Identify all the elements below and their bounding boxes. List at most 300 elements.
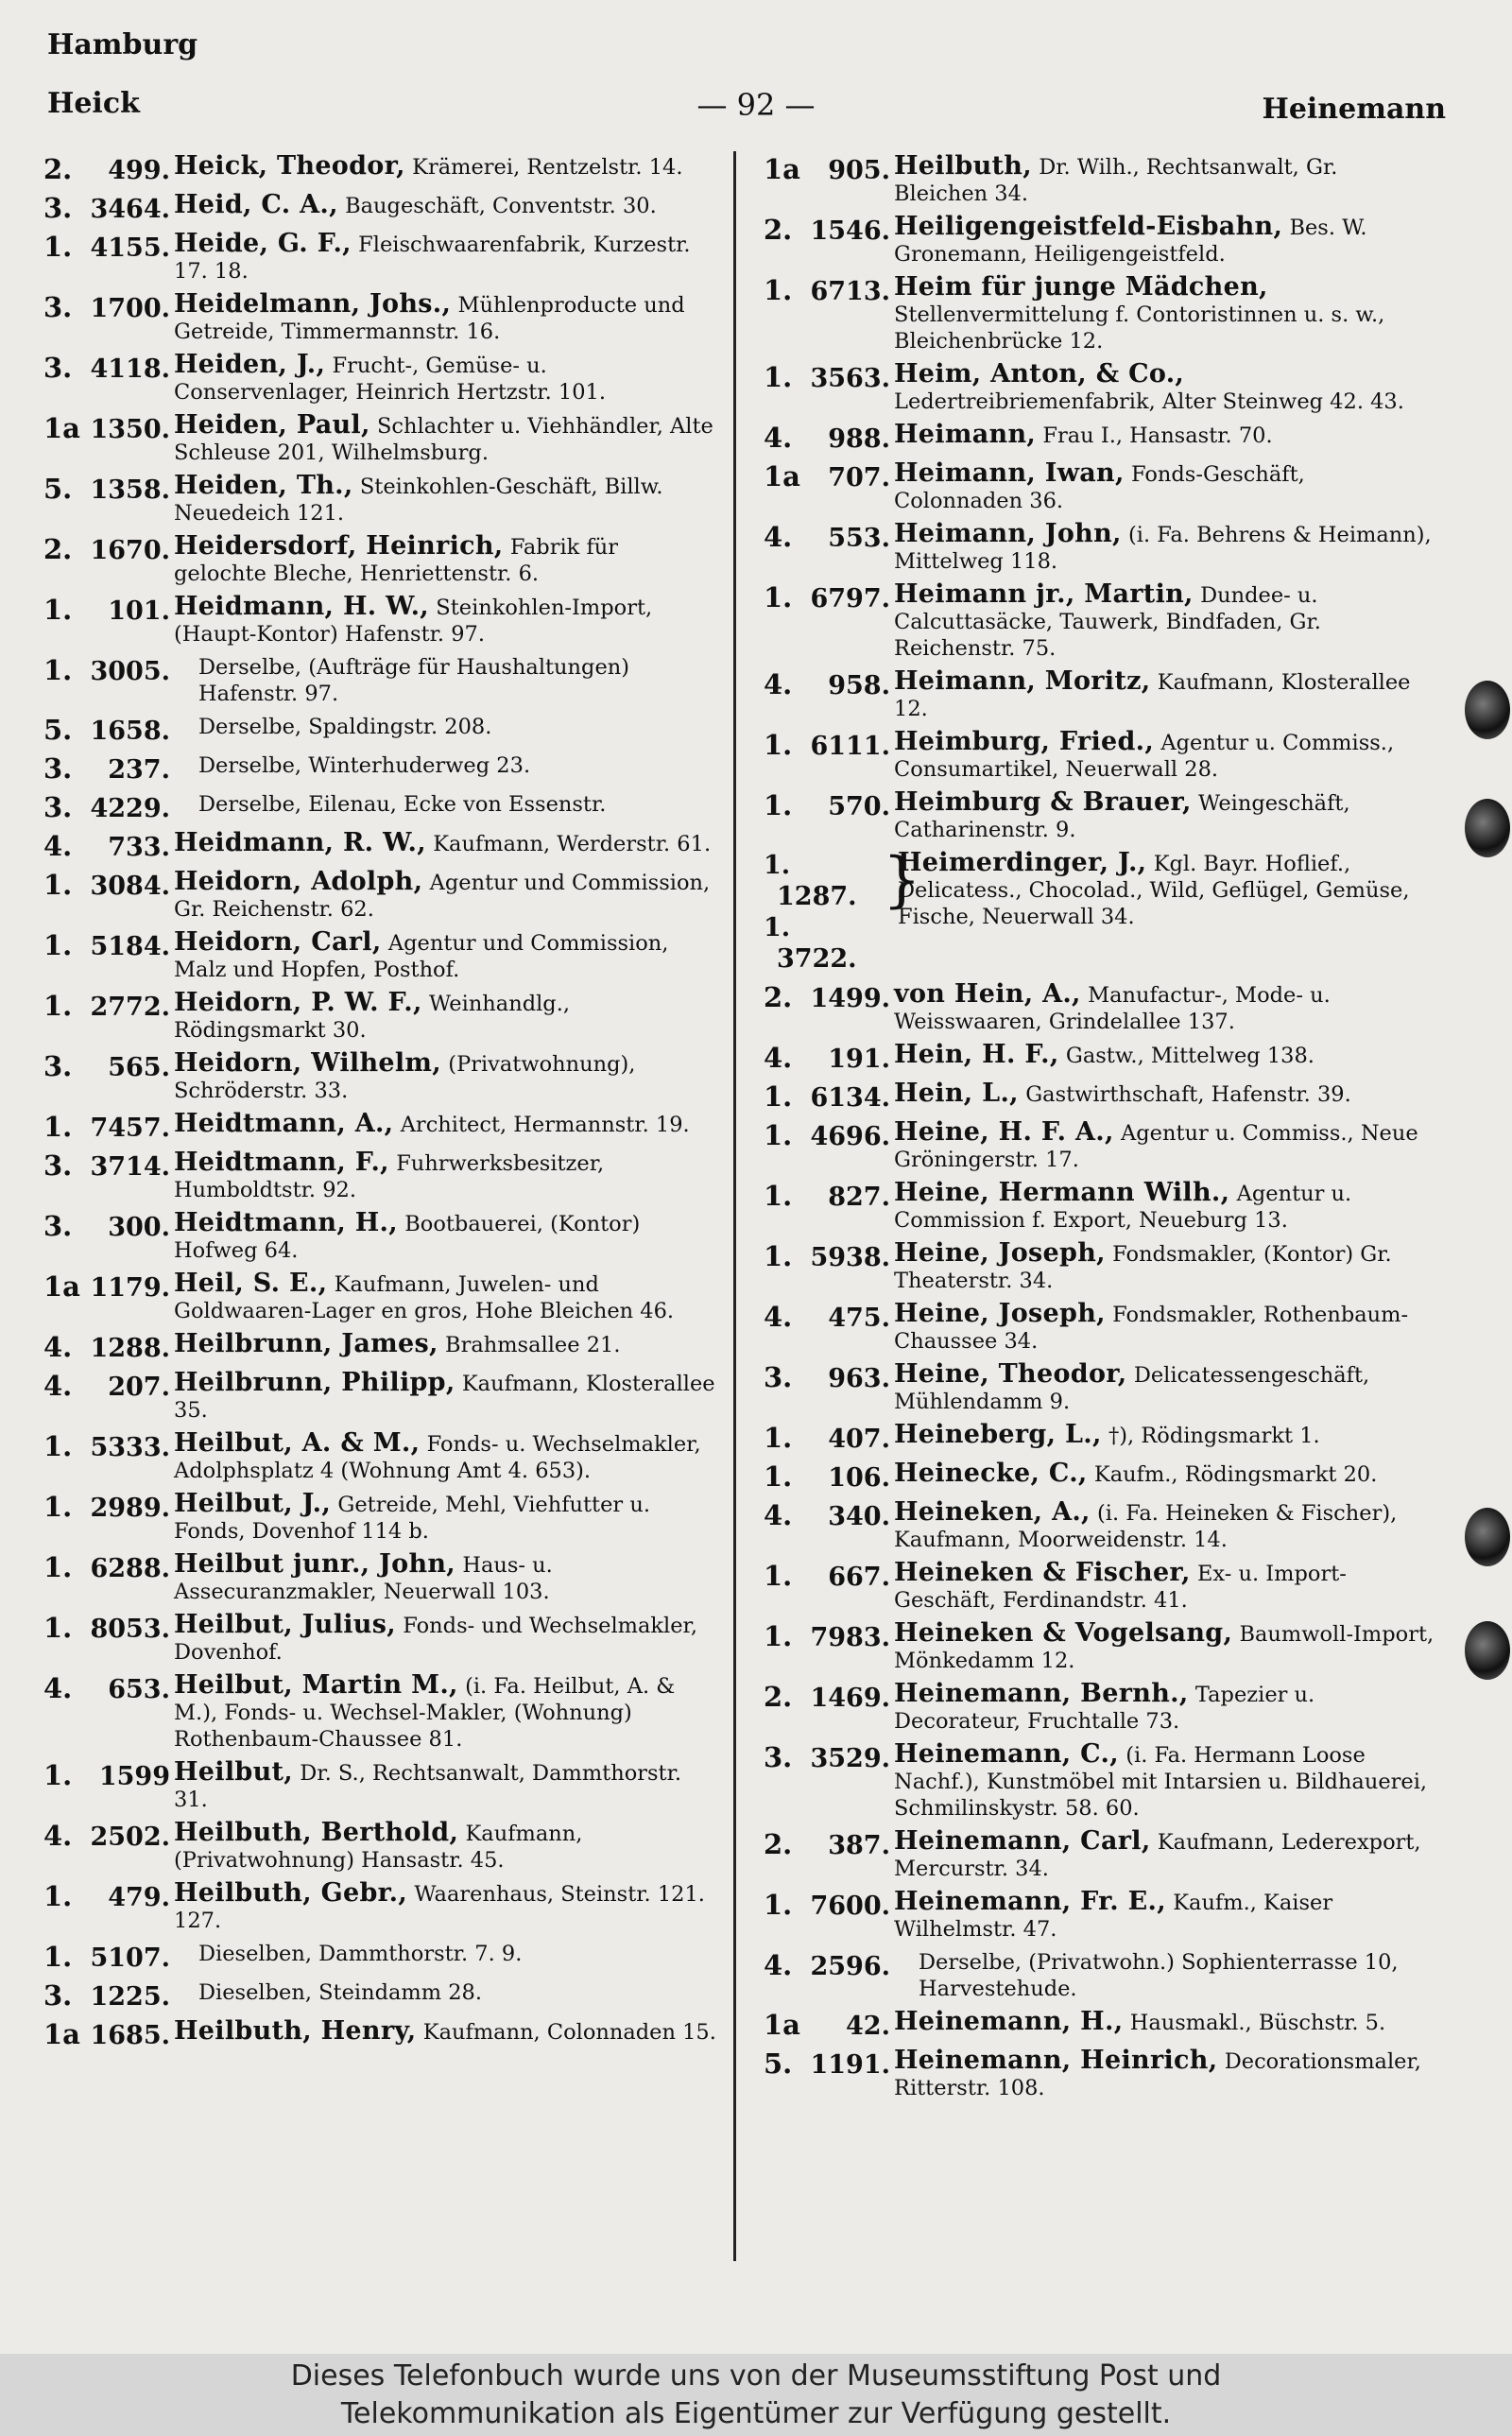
directory-entry [764, 789, 1444, 843]
directory-entry [764, 1422, 1444, 1454]
phone-number: 553. [828, 524, 890, 553]
entry-text [174, 533, 716, 587]
directory-entry [764, 153, 1444, 207]
entry-text [174, 714, 716, 740]
entry-text [174, 1979, 716, 2006]
entry-text [894, 1422, 1436, 1449]
entry-text [174, 1941, 716, 1967]
entry-number [764, 1560, 894, 1592]
phone-number: 191. [828, 1045, 890, 1074]
phone-number: 5184. [90, 932, 170, 961]
exchange-code: 1. [764, 361, 793, 393]
entry-text [894, 153, 1436, 207]
entry-text [894, 521, 1436, 575]
directory-entry [764, 845, 1444, 975]
subscriber-name: Heinemann, Bernh., [894, 1679, 1189, 1708]
subscriber-name: Heidtmann, H., [174, 1208, 398, 1237]
entry-text [174, 929, 716, 983]
subscriber-details: Agentur u. Commiss., Neue Gröningerstr. 17. [894, 1121, 1418, 1172]
directory-entry [764, 1301, 1444, 1355]
directory-entry [764, 460, 1444, 514]
entry-number [43, 1979, 174, 2012]
entry-text [894, 460, 1436, 514]
subscriber-details: Fuhrwerksbesitzer, Humboldtstr. 92. [174, 1151, 605, 1202]
exchange-code: 5. [764, 2047, 793, 2080]
subscriber-name: Heinemann, C., [894, 1739, 1119, 1769]
subscriber-name: Heilbuth, [894, 151, 1032, 181]
exchange-code: 4. [764, 1042, 793, 1074]
entry-text [174, 1370, 716, 1424]
subscriber-name: Heilbuth, Gebr., [174, 1878, 408, 1908]
entry-text [894, 1620, 1436, 1674]
header-right-guide-word: Heinemann [1262, 93, 1446, 126]
directory-entry [43, 291, 724, 345]
exchange-code: 3. [43, 1210, 73, 1242]
entry-number [43, 412, 174, 444]
directory-entry [43, 1111, 724, 1143]
phone-number: 963. [828, 1364, 890, 1393]
exchange-code: 1. [43, 231, 73, 263]
subscriber-name: Heimann, John, [894, 519, 1122, 548]
subscriber-details: Bootbauerei, (Kontor) Hofweg 64. [174, 1212, 641, 1263]
exchange-code: 1. [764, 1080, 793, 1113]
entry-number [43, 869, 174, 901]
entry-number [764, 1620, 894, 1652]
phone-number: 475. [828, 1304, 890, 1333]
directory-entry [764, 1042, 1444, 1074]
subscriber-details: Kaufmann, Lederexport, Mercurstr. 34. [894, 1830, 1421, 1881]
subscriber-details: Derselbe, (Privatwohn.) Sophienterrasse 10, Harvestehude. [919, 1950, 1399, 2001]
phone-number: 4696. [810, 1122, 890, 1151]
subscriber-name: Heim für junge Mädchen, [894, 272, 1268, 302]
phone-number: 3464. [90, 195, 170, 224]
entry-text [174, 752, 716, 779]
subscriber-name: Heineken, A., [894, 1497, 1091, 1527]
entry-number [764, 1042, 894, 1074]
phone-number: 653. [108, 1675, 170, 1704]
entry-text [894, 581, 1436, 662]
subscriber-name: Heimann, Iwan, [894, 458, 1125, 488]
entry-number [764, 422, 894, 454]
exchange-code: 4. [43, 1672, 73, 1704]
exchange-code: 3. [43, 1050, 73, 1082]
subscriber-details: Agentur u. Commission f. Export, Neueburg 13. [894, 1182, 1352, 1233]
phone-number: 1179. [90, 1273, 170, 1303]
subscriber-details: Architect, Hermannstr. 19. [400, 1113, 690, 1137]
phone-number: 3084. [90, 872, 170, 901]
directory-entry [43, 1491, 724, 1545]
subscriber-name: Heimann jr., Martin, [894, 579, 1194, 609]
subscriber-details: Dieselben, Dammthorstr. 7. 9. [198, 1942, 523, 1966]
subscriber-name: Heidorn, P. W. F., [174, 988, 422, 1017]
subscriber-name: Heick, Theodor, [174, 151, 405, 181]
entry-text [174, 231, 716, 285]
entry-text [894, 1080, 1436, 1108]
exchange-code: 5. [43, 473, 73, 505]
subscriber-name: Heidelmann, Johs., [174, 289, 452, 319]
subscriber-details: Fleischwaarenfabrik, Kurzestr. 17. 18. [174, 233, 691, 284]
directory-entry [43, 1050, 724, 1104]
subscriber-name: Heilbut, Martin M., [174, 1670, 458, 1700]
directory-entry [764, 274, 1444, 354]
subscriber-details: Dr. Wilh., Rechtsanwalt, Gr. Bleichen 34. [894, 155, 1338, 206]
subscriber-name: Heinemann, Carl, [894, 1826, 1151, 1856]
subscriber-name: Heine, Joseph, [894, 1238, 1106, 1268]
subscriber-details: Decorationsmaler, Ritterstr. 108. [894, 2049, 1421, 2100]
subscriber-details: Haus- u. Assecuranzmakler, Neuerwall 103. [174, 1553, 553, 1604]
subscriber-name: Heidmann, R. W., [174, 828, 426, 857]
entry-text [174, 1612, 716, 1666]
page-number: — 92 — [696, 87, 816, 123]
entry-number [764, 2009, 894, 2041]
subscriber-details: Derselbe, Winterhuderweg 23. [198, 753, 531, 778]
subscriber-details: Manufactur-, Mode- u. Weisswaaren, Grindelallee 137. [894, 983, 1331, 1034]
entry-number [43, 1612, 174, 1644]
subscriber-name: Heilbut junr., John, [174, 1549, 456, 1579]
entry-number [764, 521, 894, 553]
phone-number: 5333. [90, 1433, 170, 1462]
directory-entry [764, 1080, 1444, 1113]
subscriber-name: Heimburg & Brauer, [894, 787, 1192, 817]
exchange-code: 4. [764, 1499, 793, 1531]
exchange-code: 1a [43, 412, 80, 444]
directory-entry [43, 352, 724, 406]
subscriber-details: Bes. W. Gronemann, Heiligengeistfeld. [894, 216, 1367, 267]
exchange-code: 2. [764, 214, 793, 246]
entry-number [43, 594, 174, 626]
subscriber-details: Hausmakl., Büschstr. 5. [1129, 2011, 1386, 2035]
exchange-code: 1a [764, 153, 800, 185]
phone-number: 1685. [90, 2021, 170, 2050]
entry-text [894, 1681, 1436, 1735]
directory-entry [43, 654, 724, 707]
exchange-code: 4. [43, 1820, 73, 1852]
exchange-code: 1. [764, 729, 793, 761]
entry-number [43, 2018, 174, 2050]
exchange-code: 3. [43, 291, 73, 323]
exchange-code: 1. [43, 929, 73, 961]
phone-number: 3714. [90, 1152, 170, 1182]
subscriber-details: Derselbe, Eilenau, Ecke von Essenstr. [198, 792, 607, 817]
entry-text [894, 1741, 1436, 1822]
subscriber-name: Heilbut, J., [174, 1489, 332, 1518]
subscriber-name: Heiden, J., [174, 350, 326, 379]
subscriber-details: Dundee- u. Calcuttasäcke, Tauwerk, Bindfaden, Gr. Reichenstr. 75. [894, 583, 1321, 661]
subscriber-details: Stellenvermittelung f. Contoristinnen u. s. w., Bleichenbrücke 12. [894, 302, 1385, 354]
exchange-code: 1. [43, 654, 73, 686]
phone-number: 42. [846, 2012, 890, 2041]
exchange-code: 1. [764, 1240, 793, 1272]
subscriber-details: Schlachter u. Viehhändler, Alte Schleuse 201, Wilhelmsburg. [174, 414, 713, 465]
directory-entry [764, 1560, 1444, 1614]
subscriber-name: Heiden, Paul, [174, 410, 370, 440]
entry-text [894, 2009, 1436, 2036]
subscriber-details: Kaufmann, Werderstr. 61. [433, 832, 712, 856]
directory-entry [764, 668, 1444, 722]
subscriber-details: Steinkohlen-Import, (Haupt-Kontor) Hafenstr. 97. [174, 596, 653, 647]
subscriber-name: Heimerdinger, J., [898, 848, 1147, 877]
entry-number [764, 1889, 894, 1921]
directory-entry [764, 422, 1444, 454]
subscriber-details: Kaufmann, Klosterallee 12. [894, 670, 1411, 721]
entry-number [764, 1080, 894, 1113]
entry-text [894, 1301, 1436, 1355]
entry-number [764, 581, 894, 613]
directory-entry [43, 1612, 724, 1666]
entry-text [174, 654, 716, 707]
entry-text [174, 291, 716, 345]
entry-number [43, 1149, 174, 1182]
phone-number: 4155. [90, 233, 170, 263]
phone-number: 1287. [777, 882, 857, 911]
directory-entry [43, 1880, 724, 1934]
subscriber-details: Delicatessengeschäft, Mühlendamm 9. [894, 1363, 1370, 1414]
directory-entry [764, 1119, 1444, 1173]
entry-text [174, 830, 716, 857]
city-heading: Hamburg [47, 28, 198, 61]
phone-number: 106. [828, 1463, 890, 1493]
phone-number: 340. [828, 1502, 890, 1531]
entry-text [174, 473, 716, 527]
subscriber-name: Heiligengeistfeld-Eisbahn, [894, 212, 1283, 241]
exchange-code: 5. [43, 714, 73, 746]
subscriber-details: Kaufm., Kaiser Wilhelmstr. 47. [894, 1891, 1333, 1942]
directory-entry [43, 869, 724, 923]
phone-number: 3563. [810, 364, 890, 393]
phone-number: 4229. [90, 794, 170, 823]
directory-entry [43, 1672, 724, 1753]
exchange-code: 1. [764, 913, 791, 942]
entry-number [43, 1491, 174, 1523]
entry-number [764, 981, 894, 1013]
subscriber-details: Gastw., Mittelweg 138. [1065, 1044, 1314, 1068]
phone-number: 1469. [810, 1684, 890, 1713]
entry-number [43, 1210, 174, 1242]
entry-text [174, 594, 716, 648]
exchange-code: 3. [764, 1361, 793, 1393]
subscriber-details: Baumwoll-Import, Mönkedamm 12. [894, 1622, 1435, 1673]
entry-number [43, 990, 174, 1022]
subscriber-details: Derselbe, Spaldingstr. 208. [198, 715, 492, 739]
entry-number [43, 791, 174, 823]
subscriber-name: Heilbrunn, Philipp, [174, 1368, 455, 1397]
exchange-code: 1. [43, 1430, 73, 1462]
phone-number: 707. [828, 463, 890, 492]
entry-text [894, 361, 1436, 415]
exchange-code: 1. [43, 1111, 73, 1143]
exchange-code: 1. [764, 1560, 793, 1592]
entry-text [894, 214, 1436, 268]
directory-entry [43, 752, 724, 785]
directory-entry [43, 1430, 724, 1484]
entry-number [43, 714, 174, 746]
subscriber-details: Fondsmakler, (Kontor) Gr. Theaterstr. 34. [894, 1242, 1392, 1293]
entry-number [764, 361, 894, 393]
subscriber-details: (i. Fa. Heineken & Fischer), Kaufmann, Moorweidenstr. 14. [894, 1501, 1398, 1552]
subscriber-details: Waarenhaus, Steinstr. 121. 127. [174, 1882, 705, 1933]
subscriber-details: Frucht-, Gemüse- u. Conservenlager, Heinrich Hertzstr. 101. [174, 354, 606, 405]
entry-number [764, 1422, 894, 1454]
exchange-code: 4. [43, 830, 73, 862]
entry-text [894, 1119, 1436, 1173]
footer-line-2: Telekommunikation als Eigentümer zur Verfügung gestellt. [340, 2397, 1172, 2430]
subscriber-details: (i. Fa. Heilbut, A. & M.), Fonds- u. Wechsel-Makler, (Wohnung) Rothenbaum-Chaussee 81. [174, 1674, 676, 1752]
subscriber-name: Heidtmann, F., [174, 1148, 389, 1177]
exchange-code: 1. [764, 1460, 793, 1493]
entry-text [894, 789, 1436, 843]
subscriber-name: Heine, Hermann Wilh., [894, 1178, 1230, 1207]
entry-number [43, 1672, 174, 1704]
directory-entry [43, 1759, 724, 1813]
phone-number: 5107. [90, 1944, 170, 1973]
exchange-code: 1a [764, 2009, 800, 2041]
entry-text [174, 1491, 716, 1545]
entry-number [764, 2047, 894, 2080]
entry-number [764, 912, 894, 975]
entry-text [894, 1828, 1436, 1882]
phone-number: 667. [828, 1563, 890, 1592]
entry-text [174, 1331, 716, 1358]
phone-number: 1658. [90, 717, 170, 746]
phone-number: 2502. [90, 1823, 170, 1852]
directory-entry [764, 1741, 1444, 1822]
subscriber-name: Heine, Theodor, [894, 1359, 1127, 1389]
exchange-code: 2. [43, 153, 73, 185]
subscriber-name: Heidmann, H. W., [174, 592, 429, 621]
entry-number [43, 291, 174, 323]
entry-number [43, 1941, 174, 1973]
phone-number: 733. [108, 833, 170, 862]
subscriber-details: Ex- u. Import-Geschäft, Ferdinandstr. 41. [894, 1562, 1347, 1613]
entry-text [174, 791, 716, 818]
phone-number: 3529. [810, 1744, 890, 1773]
exchange-code: 1. [764, 1119, 793, 1151]
subscriber-name: Heine, Joseph, [894, 1299, 1106, 1328]
phone-number: 4118. [90, 354, 170, 384]
entry-text [894, 1949, 1436, 2002]
exchange-code: 1. [43, 990, 73, 1022]
phone-number: 905. [828, 156, 890, 185]
entry-number [764, 1301, 894, 1333]
subscriber-details: Kaufmann, Juwelen- und Goldwaaren-Lager en gros, Hohe Bleichen 46. [174, 1272, 675, 1323]
subscriber-details: Dieselben, Steindamm 28. [198, 1980, 483, 2005]
directory-entry [43, 533, 724, 587]
footer-notice [0, 2354, 1512, 2436]
entry-text [174, 1672, 716, 1753]
exchange-code: 2. [43, 533, 73, 565]
directory-entry [43, 412, 724, 466]
subscriber-details: †), Rödingsmarkt 1. [1108, 1424, 1320, 1448]
subscriber-details: Dr. S., Rechtsanwalt, Dammthorstr. 31. [174, 1761, 682, 1812]
exchange-code: 1. [43, 1491, 73, 1523]
entry-number [43, 1050, 174, 1082]
phone-number: 1499. [810, 984, 890, 1013]
directory-entry [764, 521, 1444, 575]
entry-number [43, 1331, 174, 1363]
entry-number [43, 533, 174, 565]
directory-entry [43, 1551, 724, 1605]
entry-number [764, 1119, 894, 1151]
entry-number [764, 789, 894, 821]
entry-text [894, 1889, 1436, 1943]
subscriber-details: Weinhandlg., Rödingsmarkt 30. [174, 992, 571, 1043]
subscriber-details: (i. Fa. Behrens & Heimann), Mittelweg 118. [894, 523, 1432, 574]
directory-entry [764, 1949, 1444, 2002]
phone-number: 407. [828, 1425, 890, 1454]
exchange-code: 4. [43, 1370, 73, 1402]
subscriber-name: Heidorn, Adolph, [174, 867, 423, 896]
entry-number [43, 1759, 174, 1791]
phone-number: 1191. [810, 2050, 890, 2080]
directory-entry [764, 1681, 1444, 1735]
directory-entry [43, 990, 724, 1044]
subscriber-details: Brahmsallee 21. [445, 1333, 621, 1357]
phone-number: 1700. [90, 294, 170, 323]
subscriber-name: Heineberg, L., [894, 1420, 1102, 1449]
entry-text [174, 1551, 716, 1605]
entry-text [894, 1180, 1436, 1234]
phone-number: 958. [828, 671, 890, 700]
exchange-code: 1. [764, 1889, 793, 1921]
entry-text [174, 1820, 716, 1874]
entry-number-group [764, 850, 894, 975]
phone-number: 3005. [90, 657, 170, 686]
entry-text [894, 1560, 1436, 1614]
entry-number [764, 1180, 894, 1212]
exchange-code: 1. [764, 789, 793, 821]
exchange-code: 1. [43, 594, 73, 626]
subscriber-details: Tapezier u. Decorateur, Fruchtalle 73. [894, 1683, 1315, 1734]
entry-number [764, 1361, 894, 1393]
directory-entry [43, 929, 724, 983]
entry-number [764, 274, 894, 306]
header-left-guide-word: Heick [47, 87, 140, 120]
phone-number: 1350. [90, 415, 170, 444]
phone-number: 7457. [90, 1114, 170, 1143]
exchange-code: 3. [43, 752, 73, 785]
exchange-code: 1. [764, 581, 793, 613]
directory-entry [43, 714, 724, 746]
subscriber-name: Heim, Anton, & Co., [894, 359, 1185, 389]
subscriber-name: Heilbut, Julius, [174, 1610, 396, 1639]
subscriber-details: Baugeschäft, Conventstr. 30. [345, 194, 657, 218]
directory-entry [43, 231, 724, 285]
exchange-code: 1. [764, 274, 793, 306]
entry-number [764, 153, 894, 185]
exchange-code: 1a [43, 2018, 80, 2050]
entry-text [174, 352, 716, 406]
entry-text [894, 422, 1436, 449]
entry-text [174, 1430, 716, 1484]
directory-entry [764, 1460, 1444, 1493]
exchange-code: 4. [43, 1331, 73, 1363]
phone-number: 6111. [810, 732, 890, 761]
phone-number: 387. [828, 1831, 890, 1860]
phone-number: 988. [828, 424, 890, 454]
entry-text [174, 1111, 716, 1138]
directory-entry [764, 1828, 1444, 1882]
entry-number [43, 231, 174, 263]
entry-number [43, 654, 174, 686]
entry-number [764, 1741, 894, 1773]
subscriber-name: Heine, H. F. A., [894, 1117, 1114, 1147]
phone-number: 6797. [810, 584, 890, 613]
directory-entry [764, 1620, 1444, 1674]
subscriber-details: Kaufmann, Colonnaden 15. [422, 2020, 716, 2045]
entry-text [174, 192, 716, 219]
exchange-code: 3. [43, 192, 73, 224]
phone-number: 6713. [810, 277, 890, 306]
